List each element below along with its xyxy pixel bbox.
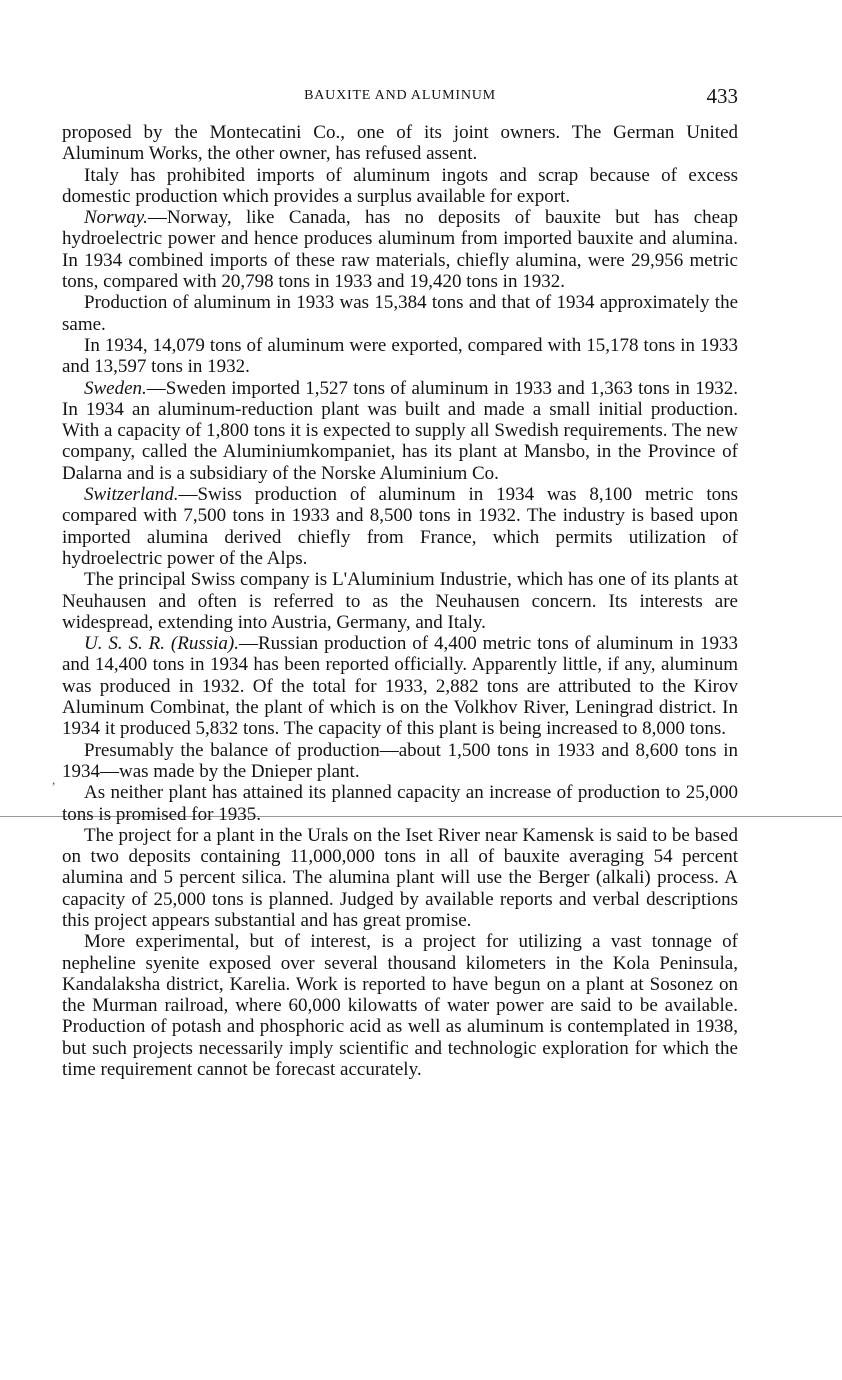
paragraph-norway-production: Production of aluminum in 1933 was 15,384 tons and that of 1934 approximately the same.	[62, 292, 738, 335]
page-header	[62, 84, 738, 108]
document-page	[62, 84, 738, 1080]
section-lead-switzerland: Switzerland.	[84, 484, 179, 506]
section-lead-norway: Norway.	[84, 207, 148, 229]
paragraph-dnieper: Presumably the balance of production—about 1,500 tons in 1933 and 8,600 tons in 1934—was made by the Dnieper plant.	[62, 739, 738, 782]
margin-tick-mark: ,	[52, 772, 56, 787]
paragraph-norway-exports: In 1934, 14,079 tons of aluminum were exported, compared with 15,178 tons in 1933 and 13,597 tons in 1932.	[62, 334, 738, 378]
page-number: 433	[706, 84, 738, 108]
paragraph-switzerland: Switzerland.—Swiss production of aluminum in 1934 was 8,100 metric tons compared with 7,500 tons in 1933 and 8,500 tons in 1932. The industry is based upon imported alumina derived chiefly from France, which permits utilization of hydroelectric power of the Alps.	[62, 484, 738, 569]
paragraph-ussr: U. S. S. R. (Russia).—Russian production of 4,400 metric tons of aluminum in 1933 and 14,400 tons in 1934 has been reported officially. Apparently little, if any, aluminum was produced in 1932. Of the total for 1933, 2,882 tons are attributed to the Kirov Aluminum Combinat, the plant of which is on the Volkhov River, Leningrad district. In 1934 it produced 5,832 tons. The capacity of this plant is being increased to 8,000 tons.	[62, 633, 738, 740]
body-text	[62, 122, 738, 1080]
section-lead-ussr: U. S. S. R. (Russia).	[84, 633, 239, 655]
section-lead-sweden: Sweden.	[84, 377, 147, 399]
paragraph-swiss-company: The principal Swiss company is L'Aluminium Industrie, which has one of its plants at Neuhausen and often is referred to as the Neuhausen concern. Its interests are widespread, extending into Austria, Germany, and Italy.	[62, 569, 738, 633]
paragraph-sweden: Sweden.—Sweden imported 1,527 tons of aluminum in 1933 and 1,363 tons in 1932. In 1934 an aluminum-reduction plant was built and made a small initial production. With a capacity of 1,800 tons it is expected to supply all Swedish requirements. The new company, called the Aluminiumkompaniet, has its plant at Mansbo, in the Province of Dalarna and is a subsidiary of the Norske Aluminium Co.	[62, 377, 738, 484]
paragraph-planned-capacity: As neither plant has attained its planned capacity an increase of production to 25,000 tons is promised for 1935.	[62, 782, 738, 825]
running-head: BAUXITE AND ALUMINUM	[304, 88, 496, 103]
paragraph-montecatini: proposed by the Montecatini Co., one of its joint owners. The German United Aluminum Works, the other owner, has refused assent.	[62, 122, 738, 165]
paragraph-urals-project: The project for a plant in the Urals on the Iset River near Kamensk is said to be based on two deposits containing 11,000,000 tons in all of bauxite averaging 54 percent alumina and 5 percent silica. The alumina plant will use the Berger (alkali) process. A capacity of 25,000 tons is planned. Judged by available reports and verbal descriptions this project appears substantial and has great promise.	[62, 824, 738, 931]
paragraph-italy: Italy has prohibited imports of aluminum ingots and scrap because of excess domestic production which provides a surplus available for export.	[62, 164, 738, 207]
paragraph-kola-project: More experimental, but of interest, is a project for utilizing a vast tonnage of nepheline syenite exposed over several thousand kilometers in the Kola Peninsula, Kandalaksha district, Karelia. Work is reported to have begun on a plant at Sosonez on the Murman railroad, where 60,000 kilowatts of water power are said to be available. Production of potash and phosphoric acid as well as aluminum is contemplated in 1938, but such projects necessarily imply scientific and technologic exploration for which the time requirement cannot be forecast accurately.	[62, 931, 738, 1081]
paragraph-norway: Norway.—Norway, like Canada, has no deposits of bauxite but has cheap hydroelectric power and hence produces aluminum from imported bauxite and alumina. In 1934 combined imports of these raw materials, chiefly alumina, were 29,956 metric tons, compared with 20,798 tons in 1933 and 19,420 tons in 1932.	[62, 207, 738, 293]
